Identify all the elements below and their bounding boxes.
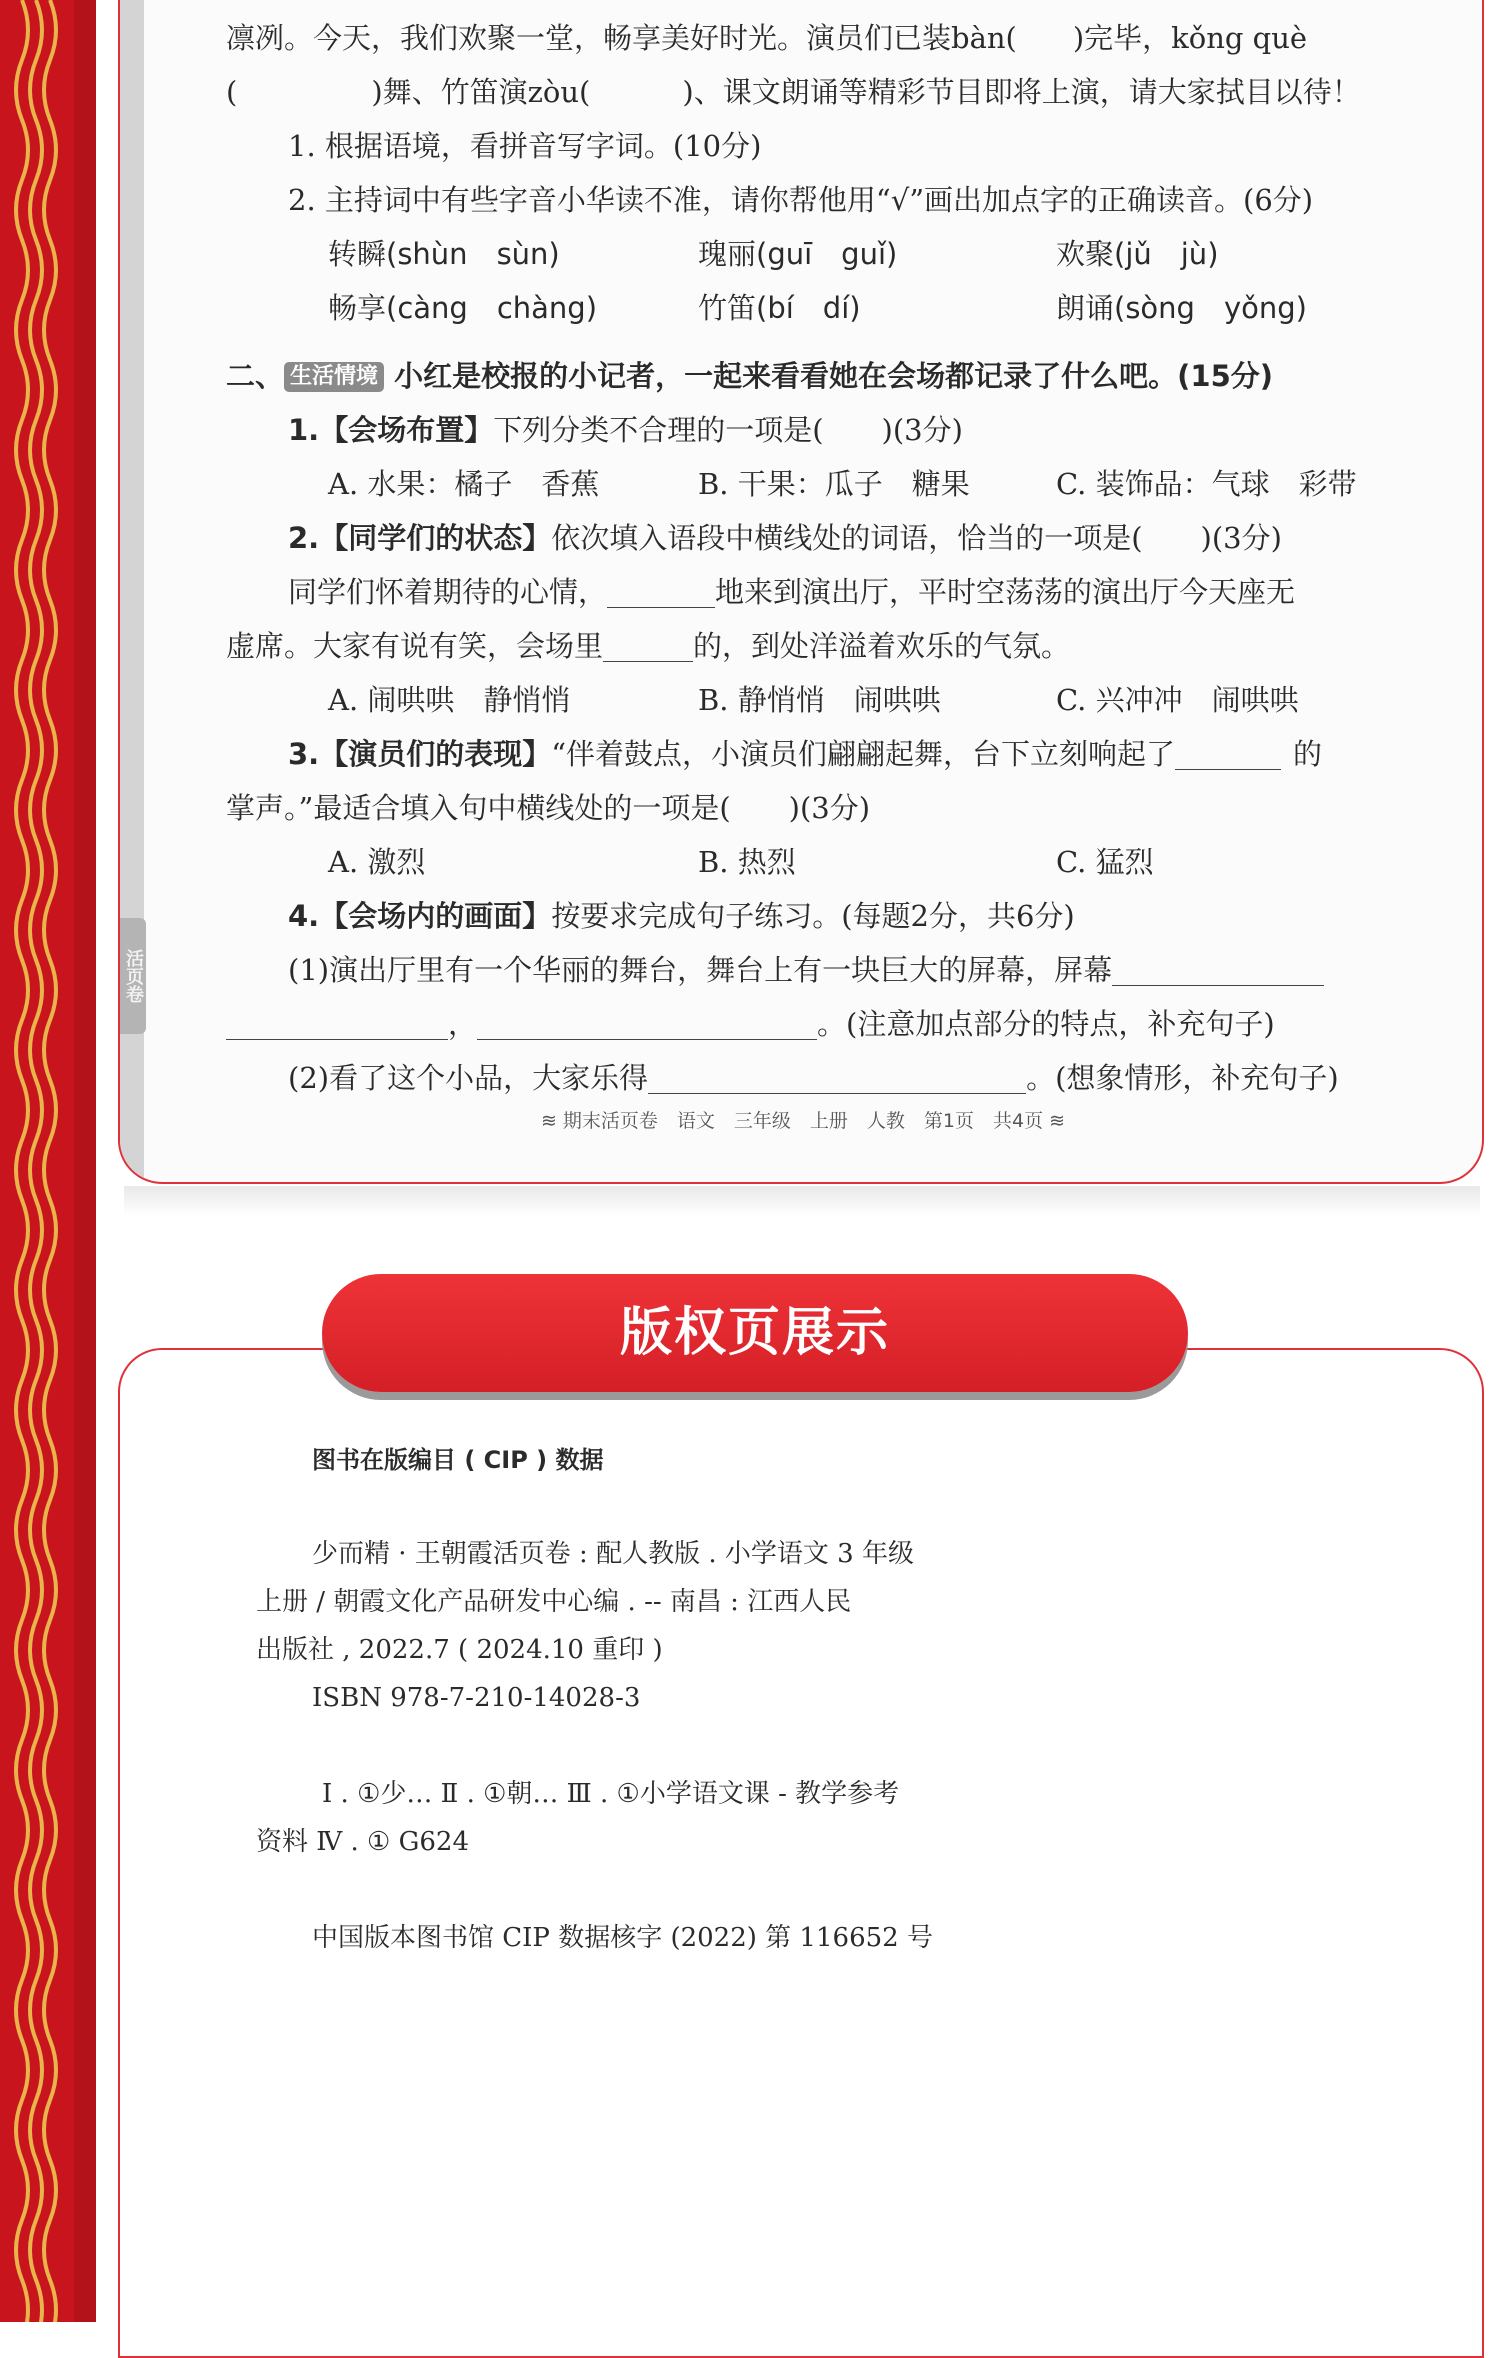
cip-line: 少而精 · 王朝霞活页卷 : 配人教版 . 小学语文 3 年级 (312, 1539, 914, 1569)
pinyin-choice[interactable]: 欢聚(jǔ jù) (1056, 237, 1219, 271)
page-footer: ≋ 期末活页卷 语文 三年级 上册 人教 第1页 共4页 ≋ (540, 1110, 1066, 1132)
option-b[interactable]: B. 静悄悄 闹哄哄 (698, 683, 941, 717)
copyright-banner: 版权页展示 (322, 1274, 1188, 1392)
option-c[interactable]: C. 装饰品：气球 彩带 (1056, 467, 1357, 501)
cip-line: 上册 / 朝霞文化产品研发中心编 . -- 南昌 : 江西人民 (256, 1587, 852, 1617)
question-2-3: 3.【演员们的表现】“伴着鼓点，小演员们翩翩起舞，台下立刻响起了 的 (288, 737, 1323, 771)
cip-line: 资料 Ⅳ . ① G624 (256, 1827, 470, 1857)
question-2-2: 2.【同学们的状态】依次填入语段中横线处的词语，恰当的一项是( )(3分) (288, 521, 1282, 555)
decorative-ribbon-border (0, 0, 96, 2322)
option-c[interactable]: C. 猛烈 (1056, 845, 1154, 879)
cip-line: Ⅰ . ①少… Ⅱ . ①朝… Ⅲ . ①小学语文课 - 教学参考 (322, 1779, 900, 1809)
fill-blank[interactable] (603, 631, 693, 662)
sentence-exercise-1-cont: ， 。(注意加点部分的特点，补充句子) (226, 1004, 1275, 1044)
fill-blank[interactable] (607, 577, 715, 608)
copyright-page-card (118, 1348, 1484, 2358)
question-2-4: 4.【会场内的画面】按要求完成句子练习。(每题2分，共6分) (288, 899, 1075, 933)
option-a[interactable]: A. 闹哄哄 静悄悄 (328, 683, 571, 717)
option-a[interactable]: A. 水果：橘子 香蕉 (328, 467, 600, 501)
cip-line: 出版社 , 2022.7 ( 2024.10 重印 ) (256, 1635, 663, 1665)
fill-blank[interactable] (226, 1009, 448, 1040)
question-2-3-cont: 掌声。”最适合填入句中横线处的一项是( )(3分) (226, 791, 871, 825)
question-2-1: 1.【会场布置】下列分类不合理的一项是( )(3分) (288, 413, 963, 447)
pinyin-choice[interactable]: 朗诵(sòng yǒng) (1056, 291, 1307, 325)
option-a[interactable]: A. 激烈 (328, 845, 426, 879)
passage-line-2: ( )舞、竹笛演zòu( )、课文朗诵等精彩节目即将上演，请大家拭目以待！ (226, 75, 1361, 109)
option-b[interactable]: B. 热烈 (698, 845, 796, 879)
question-1-1: 1. 根据语境，看拼音写字词。(10分) (288, 129, 762, 163)
cip-isbn: ISBN 978-7-210-14028-3 (312, 1683, 641, 1713)
fill-blank[interactable] (477, 1009, 817, 1040)
paragraph-line-2: 虚席。大家有说有笑，会场里 的，到处洋溢着欢乐的气氛。 (226, 629, 1071, 663)
option-b[interactable]: B. 干果：瓜子 糖果 (698, 467, 970, 501)
fill-blank[interactable] (1175, 739, 1281, 770)
cip-verification: 中国版本图书馆 CIP 数据核字 (2022) 第 116652 号 (312, 1923, 933, 1953)
question-1-2: 2. 主持词中有些字音小华读不准，请你帮他用“√”画出加点字的正确读音。(6分) (288, 183, 1314, 217)
pinyin-choice[interactable]: 瑰丽(guī guǐ) (698, 237, 898, 271)
cip-heading: 图书在版编目 ( CIP ) 数据 (312, 1446, 604, 1474)
fill-blank[interactable] (1112, 955, 1324, 986)
sentence-exercise-2: (2)看了这个小品，大家乐得 。(想象情形，补充句子) (288, 1061, 1339, 1095)
paragraph-line-1: 同学们怀着期待的心情， 地来到演出厅，平时空荡荡的演出厅今天座无 (288, 575, 1296, 609)
pinyin-choice[interactable]: 竹笛(bí dí) (698, 291, 861, 325)
section-2-heading: 二、 生活情境 小红是校报的小记者，一起来看看她在会场都记录了什么吧。(15分) (226, 359, 1274, 393)
life-context-tag: 生活情境 (284, 362, 384, 392)
card-shadow (124, 1186, 1480, 1216)
passage-line-1: 凛冽。今天，我们欢聚一堂，畅享美好时光。演员们已装bàn( )完毕，kǒng què (226, 21, 1308, 55)
pinyin-choice[interactable]: 转瞬(shùn sùn) (328, 237, 560, 271)
fill-blank[interactable] (648, 1063, 1026, 1094)
exam-page-card (118, 0, 1484, 1184)
side-tab-label: 活页卷 (120, 918, 146, 1034)
sentence-exercise-1: (1)演出厅里有一个华丽的舞台，舞台上有一块巨大的屏幕，屏幕 (288, 950, 1324, 990)
pinyin-choice[interactable]: 畅享(càng chàng) (328, 291, 598, 325)
option-c[interactable]: C. 兴冲冲 闹哄哄 (1056, 683, 1299, 717)
